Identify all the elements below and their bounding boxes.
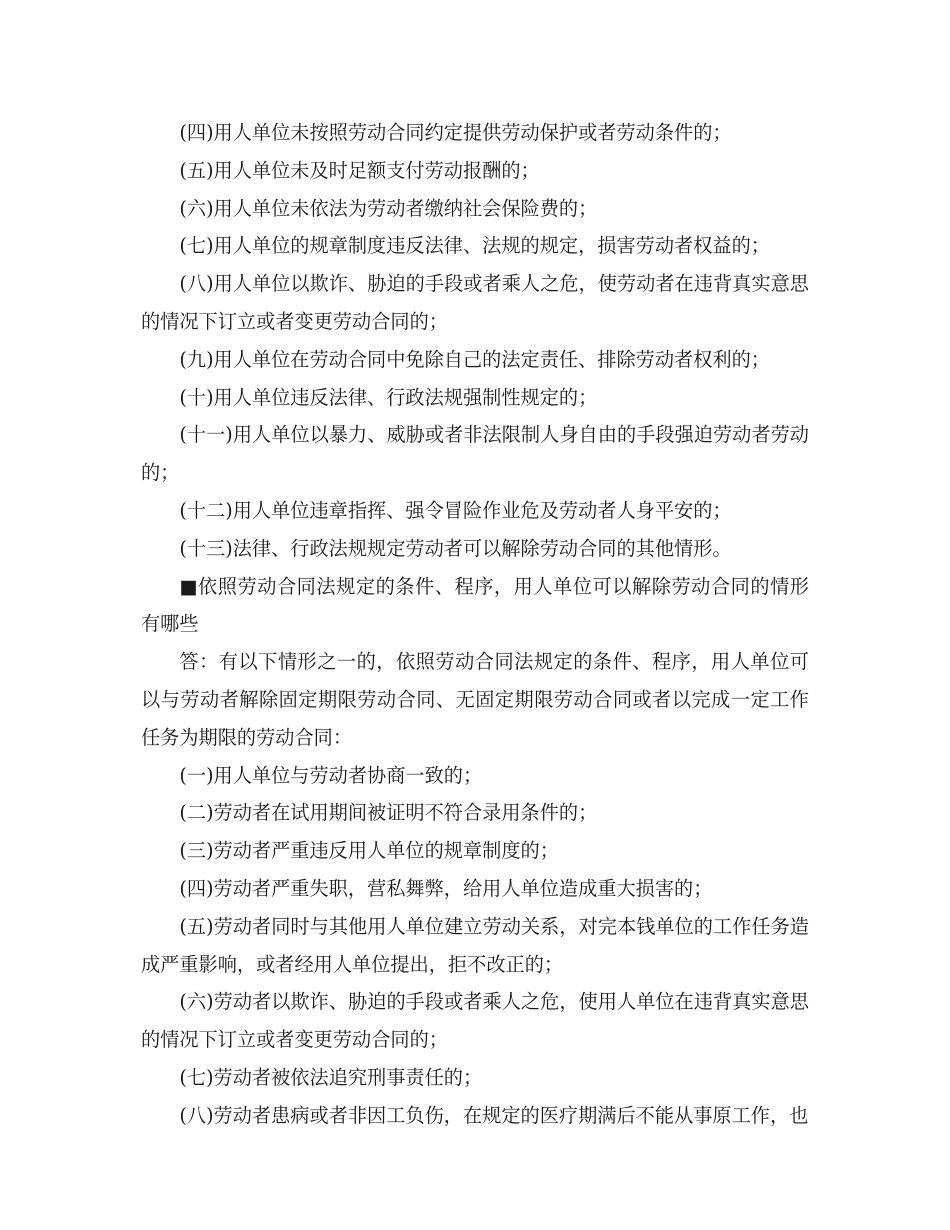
paragraph-item-7: (七)用人单位的规章制度违反法律、法规的规定，损害劳动者权益的； xyxy=(179,234,770,258)
answer-intro: 答：有以下情形之一的，依照劳动合同法规定的条件、程序，用人单位可以与劳动者解除固定期限劳动合同、无固定期限劳动合同或者以完成一定工作任务为期限的劳动合同： xyxy=(141,650,809,749)
employer-item-3: (三)劳动者严重违反用人单位的规章制度的； xyxy=(179,839,559,863)
section-question: ■依照劳动合同法规定的条件、程序，用人单位可以解除劳动合同的情形有哪些 xyxy=(141,574,809,636)
paragraph-item-9: (九)用人单位在劳动合同中免除自己的法定责任、排除劳动者权利的； xyxy=(179,347,770,371)
employer-item-5: (五)劳动者同时与其他用人单位建立劳动关系，对完本钱单位的工作任务造成严重影响，或者经用人单位提出，拒不改正的； xyxy=(141,914,809,976)
paragraph-item-4: (四)用人单位未按照劳动合同约定提供劳动保护或者劳动条件的； xyxy=(179,121,732,144)
employer-item-1: (一)用人单位与劳动者协商一致的； xyxy=(179,763,483,787)
employer-item-7: (七)劳动者被依法追究刑事责任的； xyxy=(179,1065,483,1089)
paragraph-item-12: (十二)用人单位违章指挥、强令冒险作业危及劳动者人身平安的； xyxy=(179,498,732,522)
employer-item-8: (八)劳动者患病或者非因工负伤，在规定的医疗期满后不能从事原工作，也 xyxy=(179,1103,809,1127)
paragraph-item-11: (十一)用人单位以暴力、威胁或者非法限制人身自由的手段强迫劳动者劳动的； xyxy=(141,423,809,485)
paragraph-item-10: (十)用人单位违反法律、行政法规强制性规定的； xyxy=(179,385,598,409)
employer-item-4: (四)劳动者严重失职，营私舞弊，给用人单位造成重大损害的； xyxy=(179,876,713,900)
employer-item-6: (六)劳动者以欺诈、胁迫的手段或者乘人之危，使用人单位在违背真实意思的情况下订立或者变更劳动合同的； xyxy=(141,990,809,1052)
paragraph-item-8: (八)用人单位以欺诈、胁迫的手段或者乘人之危，使劳动者在违背真实意思的情况下订立或者变更劳动合同的； xyxy=(141,272,809,333)
paragraph-item-5: (五)用人单位未及时足额支付劳动报酬的； xyxy=(179,158,540,182)
paragraph-item-6: (六)用人单位未依法为劳动者缴纳社会保险费的； xyxy=(179,196,598,220)
employer-item-2: (二)劳动者在试用期间被证明不符合录用条件的； xyxy=(179,801,598,825)
document-page xyxy=(141,114,809,1135)
paragraph-item-13: (十三)法律、行政法规规定劳动者可以解除劳动合同的其他情形。 xyxy=(179,536,732,560)
